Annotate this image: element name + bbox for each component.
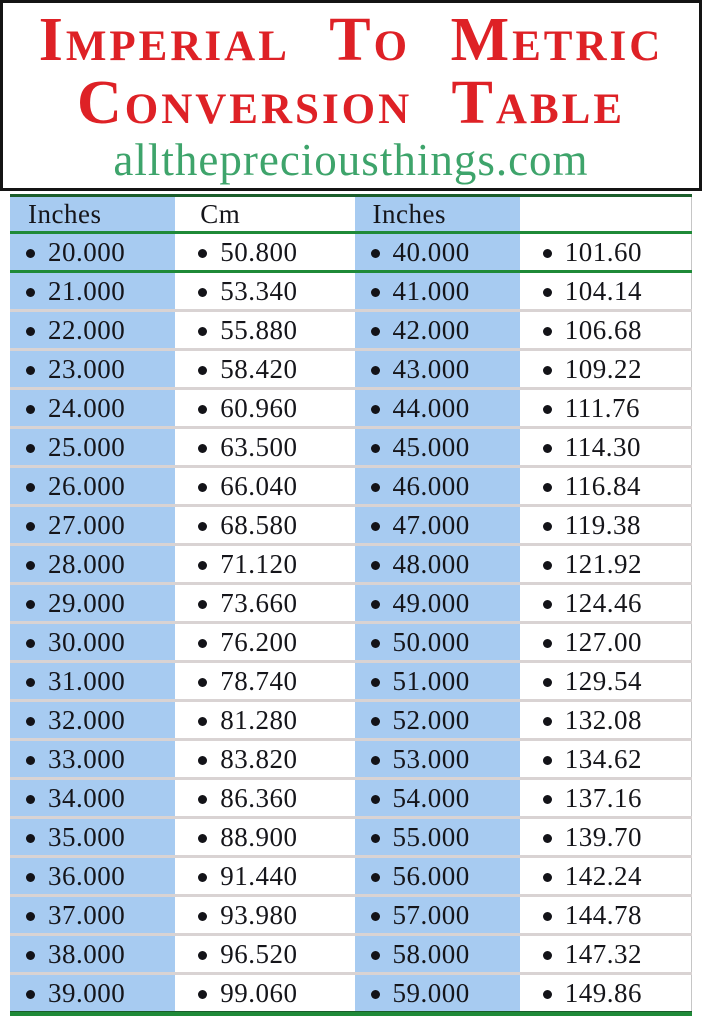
bullet-icon xyxy=(198,561,207,570)
bullet-icon xyxy=(371,834,380,843)
bullet-icon xyxy=(198,522,207,531)
table-cell xyxy=(10,546,175,582)
cell-value: 30.000 xyxy=(48,626,126,657)
table-cell xyxy=(10,780,175,816)
cell-value: 44.000 xyxy=(392,392,470,423)
table-row xyxy=(10,819,692,855)
bullet-icon xyxy=(198,678,207,687)
table-cell xyxy=(182,468,347,504)
bullet-icon xyxy=(371,288,380,297)
bullet-icon xyxy=(543,678,552,687)
table-cell xyxy=(527,351,692,387)
table-row xyxy=(10,429,692,465)
table-cell xyxy=(182,780,347,816)
bullet-icon xyxy=(543,873,552,882)
bullet-icon xyxy=(198,288,207,297)
title-line-2: Conversion Table xyxy=(76,69,626,137)
bullet-icon xyxy=(371,795,380,804)
title-line-1: Imperial To Metric xyxy=(38,6,664,74)
cell-value: 111.76 xyxy=(564,392,640,423)
table-cell xyxy=(355,390,520,426)
table-cell xyxy=(355,936,520,972)
table-cell xyxy=(527,234,692,270)
bullet-icon xyxy=(543,990,552,999)
cell-value: 43.000 xyxy=(392,353,470,384)
bullet-icon xyxy=(198,951,207,960)
bullet-icon xyxy=(26,834,35,843)
table-cell xyxy=(527,897,692,933)
table-row xyxy=(10,936,692,972)
cell-value: 55.880 xyxy=(220,314,298,345)
table-cell xyxy=(355,975,520,1011)
cell-value: 86.360 xyxy=(220,782,298,813)
bullet-icon xyxy=(26,444,35,453)
bullet-icon xyxy=(543,483,552,492)
table-row xyxy=(10,585,692,621)
bullet-icon xyxy=(26,561,35,570)
bullet-icon xyxy=(198,756,207,765)
cell-value: 53.340 xyxy=(220,275,298,306)
bullet-icon xyxy=(198,990,207,999)
bullet-icon xyxy=(198,600,207,609)
table-header-row xyxy=(10,197,692,231)
cell-value: 58.000 xyxy=(392,938,470,969)
table-row xyxy=(10,741,692,777)
bullet-icon xyxy=(543,327,552,336)
conversion-table xyxy=(10,194,692,1016)
table-cell xyxy=(355,429,520,465)
cell-value: 50.000 xyxy=(392,626,470,657)
table-cell xyxy=(527,429,692,465)
cell-value: 66.040 xyxy=(220,470,298,501)
table-cell xyxy=(182,507,347,543)
website-url: allthepreciousthings.com xyxy=(113,135,589,185)
cell-value: 129.54 xyxy=(564,665,642,696)
table-cell xyxy=(10,858,175,894)
table-cell xyxy=(527,273,692,309)
bullet-icon xyxy=(26,600,35,609)
title-banner xyxy=(0,0,702,191)
bullet-icon xyxy=(198,327,207,336)
table-cell xyxy=(182,429,347,465)
bullet-icon xyxy=(371,873,380,882)
bullet-icon xyxy=(198,405,207,414)
cell-value: 147.32 xyxy=(564,938,642,969)
cell-value: 121.92 xyxy=(564,548,642,579)
table-row xyxy=(10,351,692,387)
bullet-icon xyxy=(543,405,552,414)
cell-value: 93.980 xyxy=(220,899,298,930)
table-cell xyxy=(355,468,520,504)
table-cell xyxy=(182,312,347,348)
bullet-icon xyxy=(26,795,35,804)
cell-value: 23.000 xyxy=(48,353,126,384)
table-cell xyxy=(527,624,692,660)
table-row xyxy=(10,234,692,270)
table-cell xyxy=(10,429,175,465)
table-cell xyxy=(527,819,692,855)
cell-value: 20.000 xyxy=(48,236,126,267)
cell-value: 54.000 xyxy=(392,782,470,813)
cell-value: 22.000 xyxy=(48,314,126,345)
cell-value: 109.22 xyxy=(564,353,642,384)
cell-value: 58.420 xyxy=(220,353,298,384)
bullet-icon xyxy=(543,717,552,726)
cell-value: 73.660 xyxy=(220,587,298,618)
table-cell xyxy=(10,234,175,270)
bullet-icon xyxy=(543,249,552,258)
bullet-icon xyxy=(371,990,380,999)
table-cell xyxy=(355,663,520,699)
table-row xyxy=(10,273,692,309)
cell-value: 21.000 xyxy=(48,275,126,306)
bullet-icon xyxy=(371,717,380,726)
cell-value: 25.000 xyxy=(48,431,126,462)
bullet-icon xyxy=(26,756,35,765)
table-row xyxy=(10,663,692,699)
column-header-empty xyxy=(527,197,692,231)
table-cell xyxy=(355,858,520,894)
bullet-icon xyxy=(26,522,35,531)
bullet-icon xyxy=(371,912,380,921)
cell-value: 124.46 xyxy=(564,587,642,618)
table-cell xyxy=(10,351,175,387)
cell-value: 33.000 xyxy=(48,743,126,774)
bullet-icon xyxy=(26,366,35,375)
bullet-icon xyxy=(543,951,552,960)
table-cell xyxy=(527,507,692,543)
cell-value: 88.900 xyxy=(220,821,298,852)
bullet-icon xyxy=(198,249,207,258)
cell-value: 37.000 xyxy=(48,899,126,930)
bullet-icon xyxy=(371,951,380,960)
table-cell xyxy=(10,468,175,504)
cell-value: 29.000 xyxy=(48,587,126,618)
cell-value: 119.38 xyxy=(564,509,641,540)
table-cell xyxy=(182,858,347,894)
table-row xyxy=(10,468,692,504)
bullet-icon xyxy=(543,600,552,609)
bullet-icon xyxy=(26,873,35,882)
cell-value: 38.000 xyxy=(48,938,126,969)
bullet-icon xyxy=(198,912,207,921)
cell-value: 41.000 xyxy=(392,275,470,306)
table-cell xyxy=(527,312,692,348)
table-cell xyxy=(355,507,520,543)
table-cell xyxy=(10,702,175,738)
table-cell xyxy=(10,585,175,621)
table-cell xyxy=(527,780,692,816)
table-row xyxy=(10,546,692,582)
table-cell xyxy=(355,273,520,309)
bullet-icon xyxy=(198,717,207,726)
cell-value: 55.000 xyxy=(392,821,470,852)
table-cell xyxy=(10,624,175,660)
bullet-icon xyxy=(371,678,380,687)
table-cell xyxy=(527,585,692,621)
table-bottom-green-line xyxy=(10,1011,692,1016)
table-cell xyxy=(527,546,692,582)
table-row xyxy=(10,702,692,738)
bullet-icon xyxy=(543,561,552,570)
table-cell xyxy=(182,819,347,855)
table-cell xyxy=(182,936,347,972)
cell-value: 52.000 xyxy=(392,704,470,735)
bullet-icon xyxy=(26,951,35,960)
bullet-icon xyxy=(26,678,35,687)
cell-value: 39.000 xyxy=(48,977,126,1008)
table-cell xyxy=(182,390,347,426)
cell-value: 144.78 xyxy=(564,899,642,930)
bullet-icon xyxy=(26,717,35,726)
table-cell xyxy=(182,234,347,270)
bullet-icon xyxy=(371,756,380,765)
table-cell xyxy=(355,624,520,660)
bullet-icon xyxy=(198,483,207,492)
cell-value: 50.800 xyxy=(220,236,298,267)
cell-value: 51.000 xyxy=(392,665,470,696)
table-cell xyxy=(527,975,692,1011)
cell-value: 91.440 xyxy=(220,860,298,891)
cell-value: 101.60 xyxy=(564,236,642,267)
bullet-icon xyxy=(543,795,552,804)
bullet-icon xyxy=(371,249,380,258)
cell-value: 40.000 xyxy=(392,236,470,267)
table-cell xyxy=(10,390,175,426)
cell-value: 137.16 xyxy=(564,782,642,813)
cell-value: 35.000 xyxy=(48,821,126,852)
bullet-icon xyxy=(371,522,380,531)
cell-value: 134.62 xyxy=(564,743,642,774)
cell-value: 26.000 xyxy=(48,470,126,501)
cell-value: 127.00 xyxy=(564,626,642,657)
table-cell xyxy=(355,819,520,855)
cell-value: 53.000 xyxy=(392,743,470,774)
bullet-icon xyxy=(198,639,207,648)
cell-value: 139.70 xyxy=(564,821,642,852)
cell-value: 96.520 xyxy=(220,938,298,969)
table-cell xyxy=(10,312,175,348)
cell-value: 149.86 xyxy=(564,977,642,1008)
bullet-icon xyxy=(371,483,380,492)
table-cell xyxy=(182,351,347,387)
table-cell xyxy=(527,936,692,972)
bullet-icon xyxy=(26,327,35,336)
bullet-icon xyxy=(543,834,552,843)
bullet-icon xyxy=(26,990,35,999)
cell-value: 36.000 xyxy=(48,860,126,891)
table-cell xyxy=(527,663,692,699)
table-row xyxy=(10,390,692,426)
column-header-inches-2: Inches xyxy=(355,197,520,231)
table-cell xyxy=(182,663,347,699)
cell-value: 31.000 xyxy=(48,665,126,696)
bullet-icon xyxy=(371,639,380,648)
table-cell xyxy=(10,741,175,777)
cell-value: 104.14 xyxy=(564,275,642,306)
table-body xyxy=(10,234,692,1011)
table-cell xyxy=(182,546,347,582)
cell-value: 63.500 xyxy=(220,431,298,462)
cell-value: 59.000 xyxy=(392,977,470,1008)
cell-value: 34.000 xyxy=(48,782,126,813)
bullet-icon xyxy=(26,249,35,258)
cell-value: 116.84 xyxy=(564,470,641,501)
table-cell xyxy=(10,975,175,1011)
bullet-icon xyxy=(26,483,35,492)
cell-value: 45.000 xyxy=(392,431,470,462)
table-row xyxy=(10,624,692,660)
table-cell xyxy=(527,702,692,738)
bullet-icon xyxy=(26,639,35,648)
cell-value: 99.060 xyxy=(220,977,298,1008)
table-cell xyxy=(527,858,692,894)
cell-value: 42.000 xyxy=(392,314,470,345)
cell-value: 46.000 xyxy=(392,470,470,501)
cell-value: 57.000 xyxy=(392,899,470,930)
cell-value: 60.960 xyxy=(220,392,298,423)
cell-value: 83.820 xyxy=(220,743,298,774)
cell-value: 76.200 xyxy=(220,626,298,657)
cell-value: 56.000 xyxy=(392,860,470,891)
bullet-icon xyxy=(543,756,552,765)
table-cell xyxy=(182,585,347,621)
cell-value: 68.580 xyxy=(220,509,298,540)
bullet-icon xyxy=(371,444,380,453)
table-cell xyxy=(355,702,520,738)
bullet-icon xyxy=(371,366,380,375)
cell-value: 47.000 xyxy=(392,509,470,540)
bullet-icon xyxy=(543,639,552,648)
table-cell xyxy=(182,897,347,933)
bullet-icon xyxy=(198,873,207,882)
cell-value: 114.30 xyxy=(564,431,641,462)
table-cell xyxy=(355,741,520,777)
bullet-icon xyxy=(198,795,207,804)
cell-value: 78.740 xyxy=(220,665,298,696)
cell-value: 48.000 xyxy=(392,548,470,579)
bullet-icon xyxy=(543,366,552,375)
table-cell xyxy=(182,702,347,738)
column-header-inches-0: Inches xyxy=(10,197,175,231)
bullet-icon xyxy=(26,288,35,297)
bullet-icon xyxy=(543,522,552,531)
table-cell xyxy=(355,312,520,348)
bullet-icon xyxy=(543,912,552,921)
table-cell xyxy=(182,273,347,309)
bullet-icon xyxy=(198,834,207,843)
table-cell xyxy=(182,741,347,777)
table-cell xyxy=(10,663,175,699)
table-cell xyxy=(182,975,347,1011)
table-cell xyxy=(182,624,347,660)
table-cell xyxy=(355,897,520,933)
cell-value: 28.000 xyxy=(48,548,126,579)
table-cell xyxy=(10,507,175,543)
cell-value: 71.120 xyxy=(220,548,298,579)
bullet-icon xyxy=(371,600,380,609)
table-cell xyxy=(10,273,175,309)
column-header-cm-1: Cm xyxy=(182,197,347,231)
bullet-icon xyxy=(198,366,207,375)
table-row xyxy=(10,975,692,1011)
table-cell xyxy=(10,819,175,855)
bullet-icon xyxy=(543,444,552,453)
bullet-icon xyxy=(198,444,207,453)
table-cell xyxy=(355,585,520,621)
bullet-icon xyxy=(371,327,380,336)
table-cell xyxy=(355,234,520,270)
cell-value: 106.68 xyxy=(564,314,642,345)
table-row xyxy=(10,858,692,894)
table-cell xyxy=(527,390,692,426)
table-cell xyxy=(355,351,520,387)
bullet-icon xyxy=(371,561,380,570)
table-row xyxy=(10,897,692,933)
table-cell xyxy=(355,780,520,816)
table-cell xyxy=(527,468,692,504)
bullet-icon xyxy=(26,912,35,921)
table-cell xyxy=(355,546,520,582)
table-row xyxy=(10,507,692,543)
cell-value: 27.000 xyxy=(48,509,126,540)
bullet-icon xyxy=(26,405,35,414)
cell-value: 24.000 xyxy=(48,392,126,423)
table-cell xyxy=(10,897,175,933)
table-row xyxy=(10,312,692,348)
bullet-icon xyxy=(371,405,380,414)
cell-value: 81.280 xyxy=(220,704,298,735)
cell-value: 32.000 xyxy=(48,704,126,735)
cell-value: 132.08 xyxy=(564,704,642,735)
table-cell xyxy=(527,741,692,777)
cell-value: 49.000 xyxy=(392,587,470,618)
cell-value: 142.24 xyxy=(564,860,642,891)
table-row xyxy=(10,780,692,816)
table-cell xyxy=(10,936,175,972)
bullet-icon xyxy=(543,288,552,297)
